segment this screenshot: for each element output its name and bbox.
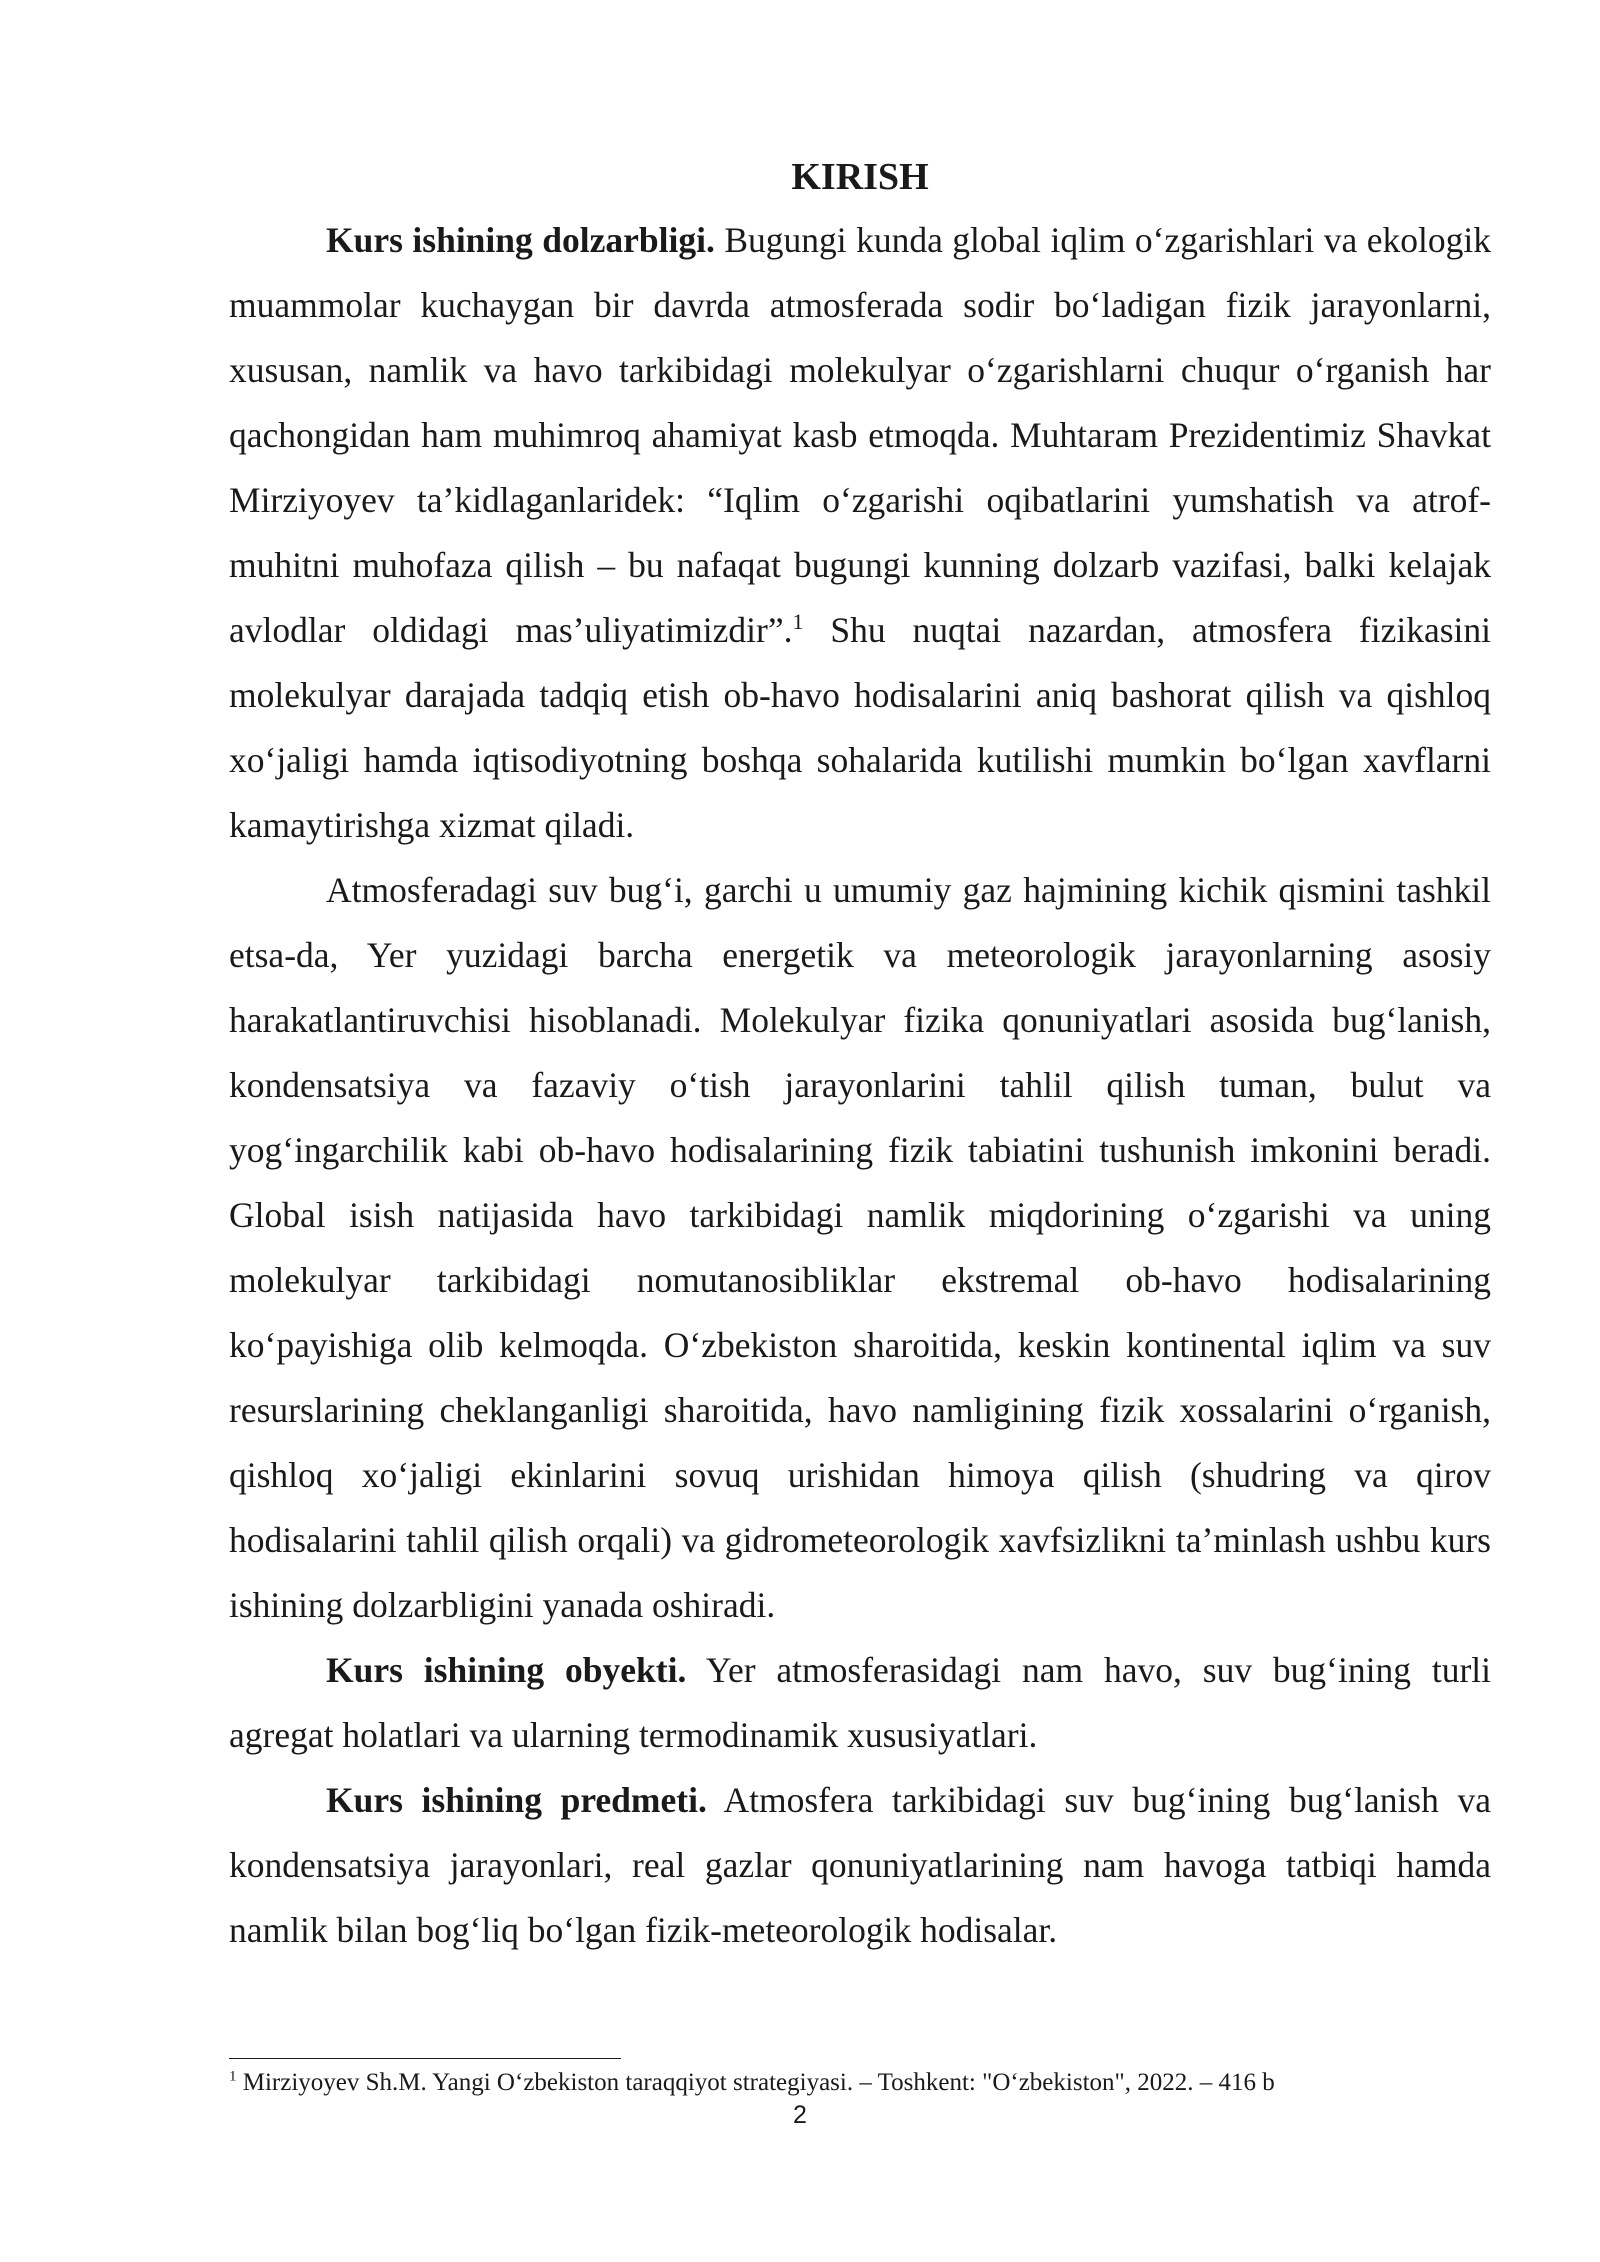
footnote-reference[interactable]: 1 <box>792 609 804 635</box>
paragraph-text: Yer atmosferasidagi nam havo, suv bug‘ining turli agregat holatlari va ularning termodinamik xususiyatlari. <box>229 1650 1491 1755</box>
paragraph-text: Atmosferadagi suv bug‘i, garchi u umumiy gaz hajmining kichik qismini tashkil etsa-da, Yer yuzidagi barcha energetik va meteorologik jarayonlarning asosiy harakatlantiruvchisi hisoblanadi. Molekulyar fizika qonuniyatlari asosida bug‘lanish, kondensatsiya va fazaviy o‘tish jarayonlarini tahlil qilish tuman, bulut va yog‘ingarchilik kabi ob-havo hodisalarining fizik tabiatini tushunish imkonini beradi. Global isish natijasida havo tarkibidagi namlik miqdorining o‘zgarishi va uning molekulyar tarkibidagi nomutanosibliklar ekstremal ob-havo hodisalarining ko‘payishiga olib kelmoqda. O‘zbekiston sharoitida, keskin kontinental iqlim va suv resurslarining cheklanganligi sharoitida, havo namligining fizik xossalarini o‘rganish, qishloq xo‘jaligi ekinlarini sovuq urishidan himoya qilish (shudring va qirov hodisalarini tahlil qilish orqali) va gidrometeorologik xavfsizlikni ta’minlash ushbu kurs ishining dolzarbligini yanada oshiradi. <box>229 870 1491 1625</box>
paragraph-subject <box>229 1768 1491 1963</box>
paragraph-lead: Kurs ishining predmeti. <box>326 1780 707 1820</box>
paragraph-lead: Kurs ishining dolzarbligi. <box>326 220 715 260</box>
page-content <box>229 150 1491 1963</box>
footnote-text: Mirziyoyev Sh.M. Yangi O‘zbekiston taraqqiyot strategiyasi. – Toshkent: "O‘zbekiston", 2022. – 416 b <box>236 2069 1275 2096</box>
paragraph-water-vapor <box>229 858 1491 1638</box>
paragraph-text: Shu nuqtai nazardan, atmosfera fizikasini molekulyar darajada tadqiq etish ob-havo hodisalarini aniq bashorat qilish va qishloq xo‘jaligi hamda iqtisodiyotning boshqa sohalarida kutilishi mumkin bo‘lgan xavflarni kamaytirishga xizmat qiladi. <box>229 610 1491 845</box>
paragraph-text: Bugungi kunda global iqlim o‘zgarishlari va ekologik muammolar kuchaygan bir davrda atmosferada sodir bo‘ladigan fizik jarayonlarni, xususan, namlik va havo tarkibidagi molekulyar o‘zgarishlarni chuqur o‘rganish har qachongidan ham muhimroq ahamiyat kasb etmoqda. Muhtaram Prezidentimiz Shavkat Mirziyoyev ta’kidlaganlaridek: “Iqlim o‘zgarishi oqibatlarini yumshatish va atrof-muhitni muhofaza qilish – bu nafaqat bugungi kunning dolzarb vazifasi, balki kelajak avlodlar oldidagi mas’uliyatimizdir”. <box>229 220 1491 650</box>
section-heading: KIRISH <box>791 156 929 198</box>
footnote-number: 1 <box>229 2068 237 2085</box>
paragraph-relevance <box>229 208 1491 858</box>
paragraph-object <box>229 1638 1491 1768</box>
footnote-separator <box>229 2058 621 2059</box>
footnote <box>229 2066 1491 2100</box>
paragraph-lead: Kurs ishining obyekti. <box>326 1650 687 1690</box>
paragraph-text: Atmosfera tarkibidagi suv bug‘ining bug‘lanish va kondensatsiya jarayonlari, real gazlar qonuniyatlarining nam havoga tatbiqi hamda namlik bilan bog‘liq bo‘lgan fizik-meteorologik hodisalar. <box>229 1780 1492 1950</box>
page-number: 2 <box>793 2101 807 2129</box>
